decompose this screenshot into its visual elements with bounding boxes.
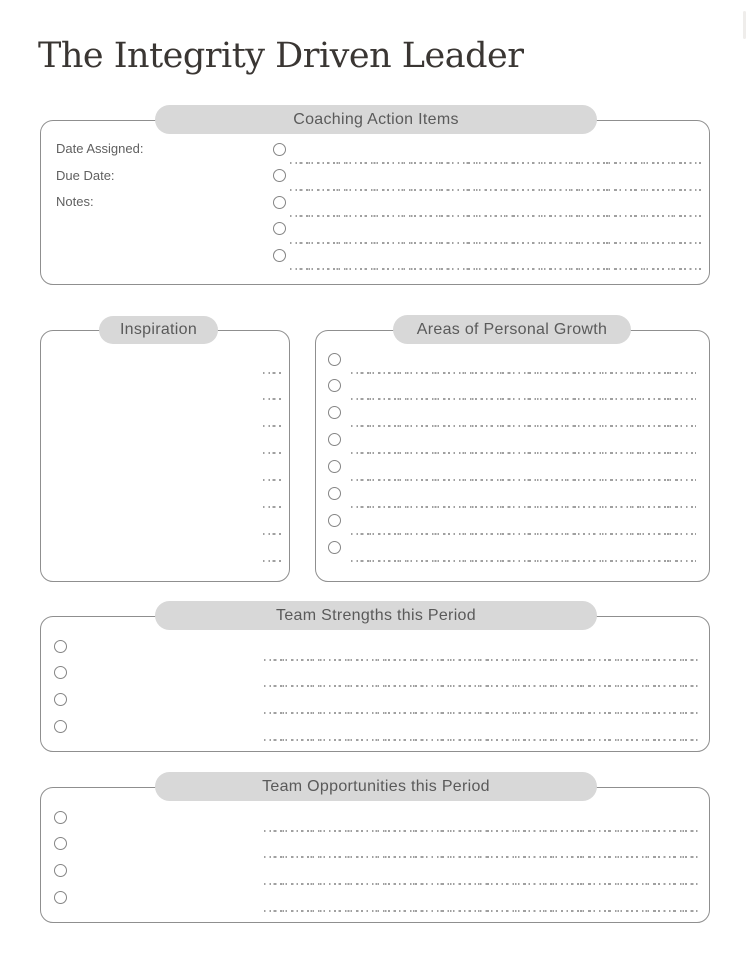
circle-marker[interactable] xyxy=(54,720,67,733)
dotted-stub xyxy=(263,479,281,481)
write-in-line[interactable] xyxy=(351,425,696,427)
section-title: Inspiration xyxy=(119,321,198,338)
field-label: Date Assigned: xyxy=(56,141,144,156)
write-in-line[interactable] xyxy=(264,659,701,661)
write-in-line[interactable] xyxy=(351,372,696,374)
circle-marker[interactable] xyxy=(273,196,286,209)
circle-marker[interactable] xyxy=(273,143,286,156)
write-in-line[interactable] xyxy=(351,560,696,562)
dotted-stub xyxy=(263,506,281,508)
dotted-stub xyxy=(263,425,281,427)
circle-marker[interactable] xyxy=(328,541,341,554)
circle-marker[interactable] xyxy=(54,666,67,679)
circle-marker[interactable] xyxy=(328,353,341,366)
circle-marker[interactable] xyxy=(273,222,286,235)
section-title: Coaching Action Items xyxy=(293,110,459,128)
dotted-stub xyxy=(263,372,281,374)
circle-marker[interactable] xyxy=(328,514,341,527)
write-in-line[interactable] xyxy=(351,533,696,535)
write-in-line[interactable] xyxy=(351,452,696,454)
section-header-team-strengths-this-period xyxy=(155,601,597,630)
section-title: Areas of Personal Growth xyxy=(416,320,608,338)
write-in-line[interactable] xyxy=(290,162,701,164)
circle-marker[interactable] xyxy=(328,460,341,473)
dotted-stub xyxy=(263,533,281,535)
section-inspiration xyxy=(40,321,290,582)
write-in-line[interactable] xyxy=(290,215,701,217)
write-in-line[interactable] xyxy=(290,242,701,244)
write-in-line[interactable] xyxy=(290,189,701,191)
write-in-line[interactable] xyxy=(351,398,696,400)
write-in-line[interactable] xyxy=(264,856,701,858)
section-coaching-action-items xyxy=(40,110,710,285)
write-in-line[interactable] xyxy=(264,910,701,912)
write-in-line[interactable] xyxy=(264,883,701,885)
section-header-areas-of-personal-growth xyxy=(393,315,631,344)
section-header-team-opportunities-this-period xyxy=(155,772,597,801)
write-in-line[interactable] xyxy=(264,712,701,714)
dotted-stub xyxy=(263,452,281,454)
section-team-strengths-this-period xyxy=(40,606,710,752)
write-in-line[interactable] xyxy=(351,479,696,481)
circle-marker[interactable] xyxy=(54,640,67,653)
circle-marker[interactable] xyxy=(328,379,341,392)
circle-marker[interactable] xyxy=(328,433,341,446)
circle-marker[interactable] xyxy=(54,891,67,904)
section-areas-of-personal-growth xyxy=(315,320,710,582)
circle-marker[interactable] xyxy=(328,487,341,500)
write-in-line[interactable] xyxy=(351,506,696,508)
circle-marker[interactable] xyxy=(54,811,67,824)
section-header-inspiration xyxy=(99,316,218,344)
circle-marker[interactable] xyxy=(328,406,341,419)
circle-marker[interactable] xyxy=(273,169,286,182)
field-label: Due Date: xyxy=(56,167,115,183)
circle-marker[interactable] xyxy=(273,249,286,262)
section-title: Team Opportunities this Period xyxy=(262,777,490,795)
section-title: Team Strengths this Period xyxy=(276,606,476,624)
write-in-line[interactable] xyxy=(264,739,701,741)
section-header-coaching-action-items xyxy=(155,105,597,134)
page-edge-artifact xyxy=(743,11,746,39)
dotted-stub xyxy=(263,560,281,562)
write-in-line[interactable] xyxy=(290,268,701,270)
page-title: The Integrity Driven Leader xyxy=(38,36,524,76)
section-team-opportunities-this-period xyxy=(40,777,710,923)
dotted-stub xyxy=(263,398,281,400)
write-in-line[interactable] xyxy=(264,830,701,832)
circle-marker[interactable] xyxy=(54,837,67,850)
write-in-line[interactable] xyxy=(264,685,701,687)
field-label: Notes: xyxy=(56,194,94,210)
circle-marker[interactable] xyxy=(54,693,67,706)
circle-marker[interactable] xyxy=(54,864,67,877)
